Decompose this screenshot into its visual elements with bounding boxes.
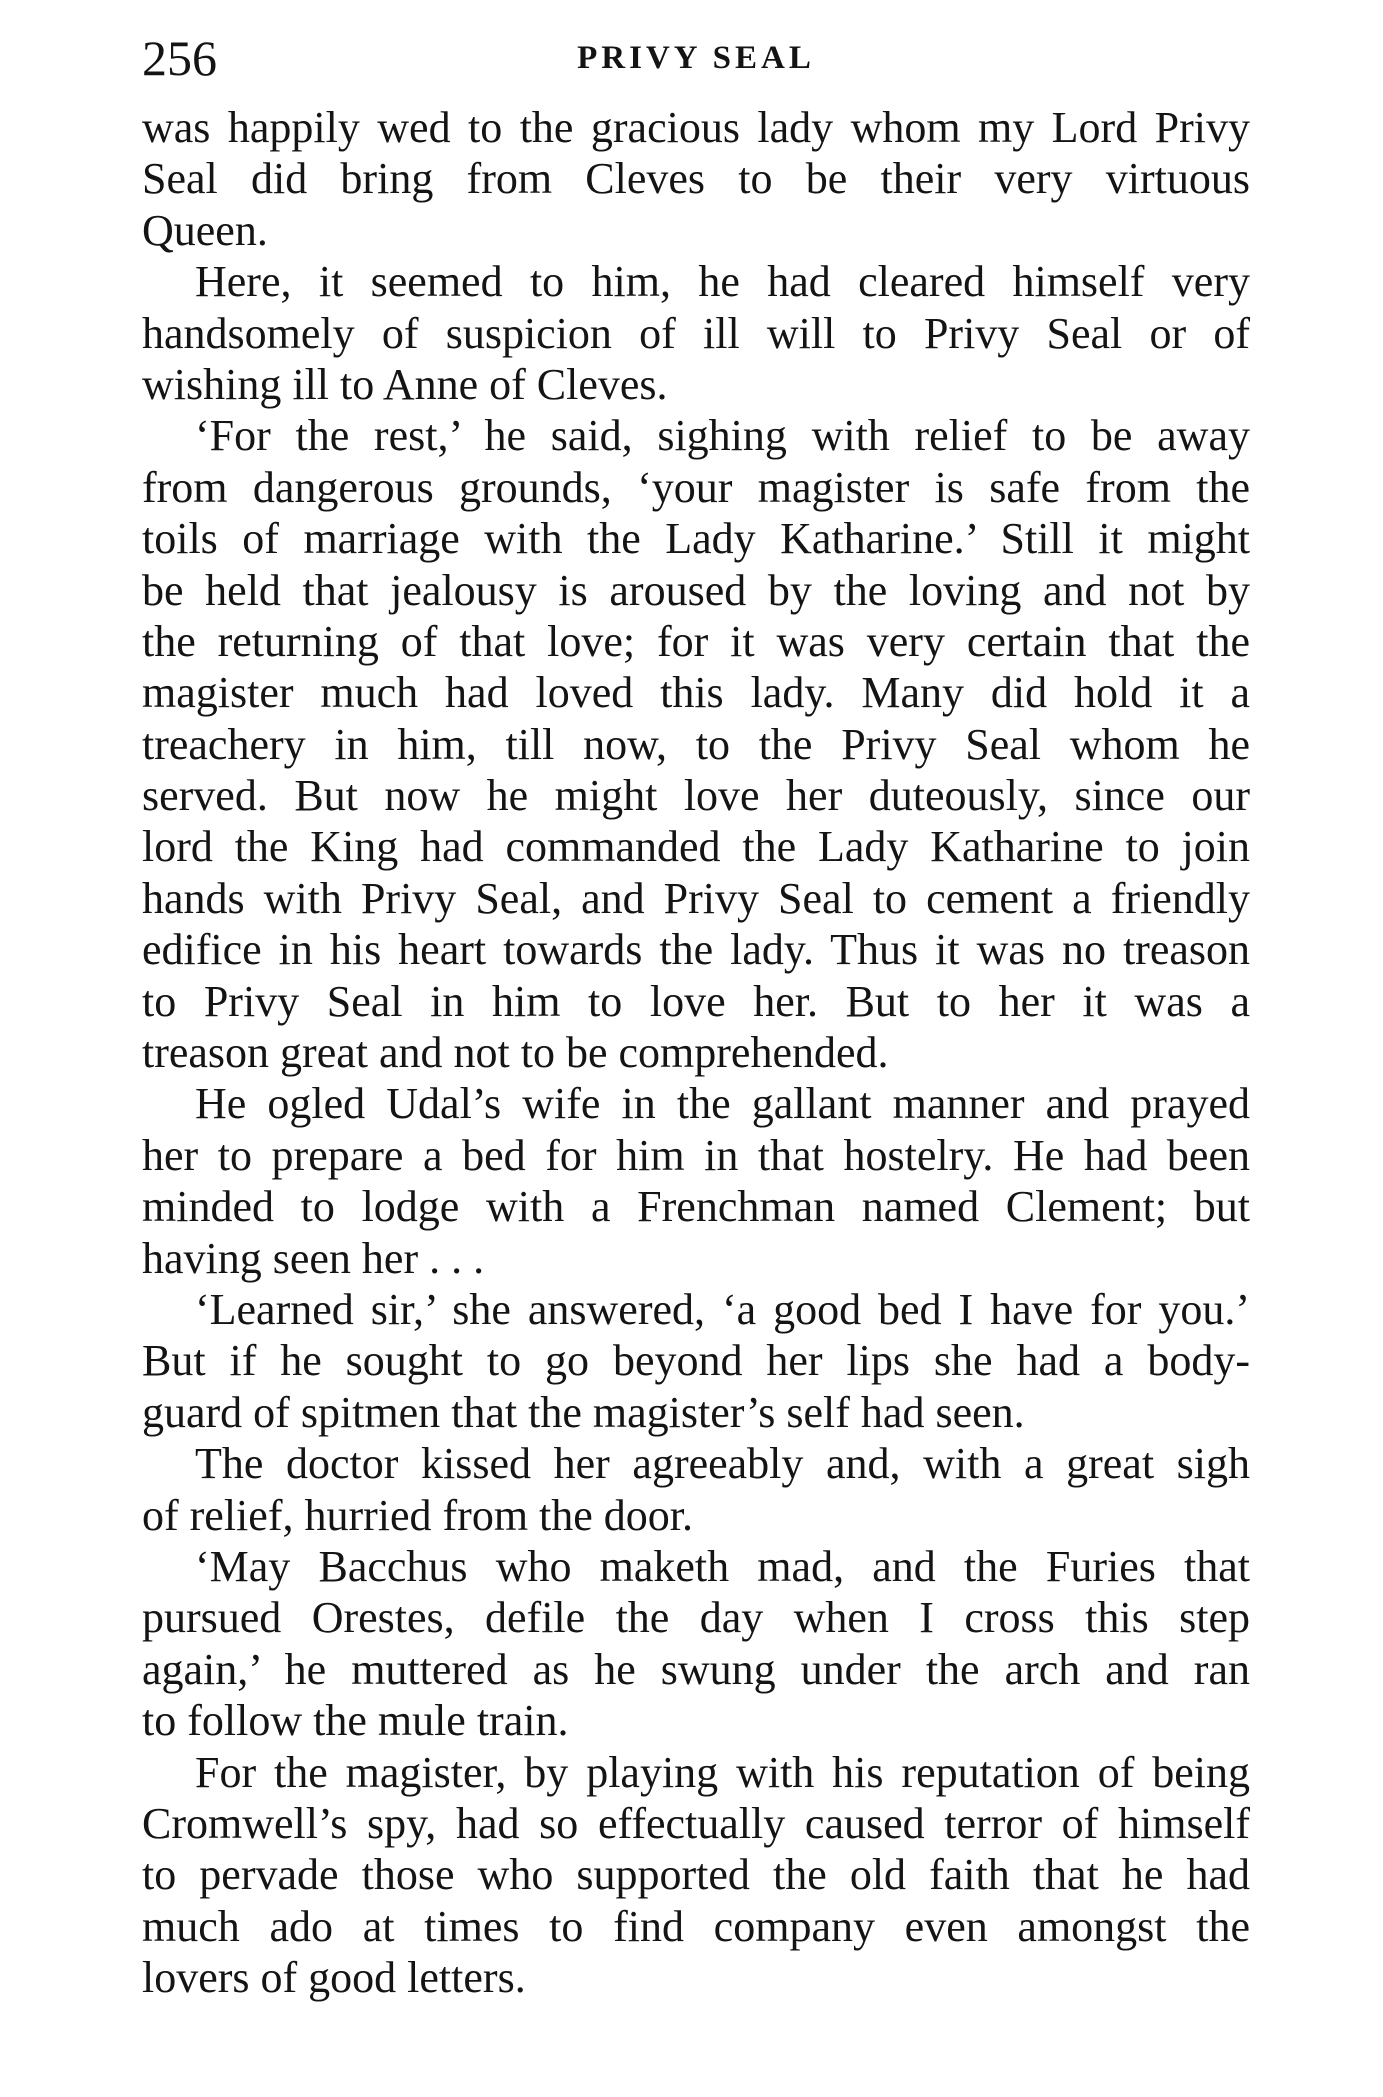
text-line: pursued Orestes, defile the day when I cross this step <box>142 1593 1250 1643</box>
text-line: her to prepare a bed for him in that hostelry. He had been <box>142 1130 1250 1180</box>
paragraph-first-line: The doctor kissed her agreeably and, with a great sigh <box>195 1439 1250 1489</box>
text-line: of relief, hurried from the door. <box>142 1490 694 1540</box>
text-line: the returning of that love; for it was very certain that the <box>142 616 1250 666</box>
text-line: to follow the mule train. <box>142 1696 569 1746</box>
page-number: 256 <box>142 30 217 86</box>
text-line: handsomely of suspicion of ill will to Privy Seal or of <box>142 308 1250 358</box>
text-line: Cromwell’s spy, had so effectually caused terror of himself <box>142 1798 1250 1848</box>
text-line: guard of spitmen that the magister’s self had seen. <box>142 1387 1025 1437</box>
body-text <box>142 102 1250 2003</box>
text-line: Queen. <box>142 205 268 255</box>
text-line: to Privy Seal in him to love her. But to her it was a <box>142 976 1250 1026</box>
page-header <box>142 22 1250 94</box>
text-line: served. But now he might love her duteously, since our <box>142 771 1250 821</box>
text-line: lord the King had commanded the Lady Katharine to join <box>142 822 1250 872</box>
text-line: wishing ill to Anne of Cleves. <box>142 359 668 409</box>
text-line: toils of marriage with the Lady Katharine.’ Still it might <box>142 514 1250 564</box>
text-line: edifice in his heart towards the lady. Thus it was no treason <box>142 925 1250 975</box>
text-line: hands with Privy Seal, and Privy Seal to cement a friendly <box>142 873 1250 923</box>
text-line: again,’ he muttered as he swung under the arch and ran <box>142 1644 1250 1694</box>
running-title: PRIVY SEAL <box>577 40 815 76</box>
text-line: minded to lodge with a Frenchman named Clement; but <box>142 1182 1250 1232</box>
text-line: treachery in him, till now, to the Privy Seal whom he <box>142 719 1250 769</box>
text-line: having seen her . . . <box>142 1233 485 1283</box>
text-line: Seal did bring from Cleves to be their very virtuous <box>142 154 1250 204</box>
text-line: lovers of good letters. <box>142 1953 526 2003</box>
paragraph-first-line: ‘May Bacchus who maketh mad, and the Furies that <box>195 1541 1250 1591</box>
text-line: But if he sought to go beyond her lips she had a body- <box>142 1336 1250 1386</box>
text-line: to pervade those who supported the old faith that he had <box>142 1850 1250 1900</box>
paragraph-first-line: Here, it seemed to him, he had cleared himself very <box>195 257 1250 307</box>
paragraph-first-line: ‘Learned sir,’ she answered, ‘a good bed I have for you.’ <box>195 1284 1250 1334</box>
text-line: be held that jealousy is aroused by the loving and not by <box>142 565 1250 615</box>
text-line: much ado at times to find company even amongst the <box>142 1901 1250 1951</box>
text-line: was happily wed to the gracious lady whom my Lord Privy <box>142 103 1250 152</box>
text-line: from dangerous grounds, ‘your magister is safe from the <box>142 462 1250 512</box>
paragraph-first-line: For the magister, by playing with his reputation of being <box>195 1747 1250 1797</box>
paragraph-first-line: ‘For the rest,’ he said, sighing with relief to be away <box>195 411 1250 461</box>
paragraph-first-line: He ogled Udal’s wife in the gallant manner and prayed <box>195 1079 1250 1129</box>
text-line: magister much had loved this lady. Many did hold it a <box>142 668 1250 718</box>
text-line: treason great and not to be comprehended. <box>142 1028 889 1078</box>
